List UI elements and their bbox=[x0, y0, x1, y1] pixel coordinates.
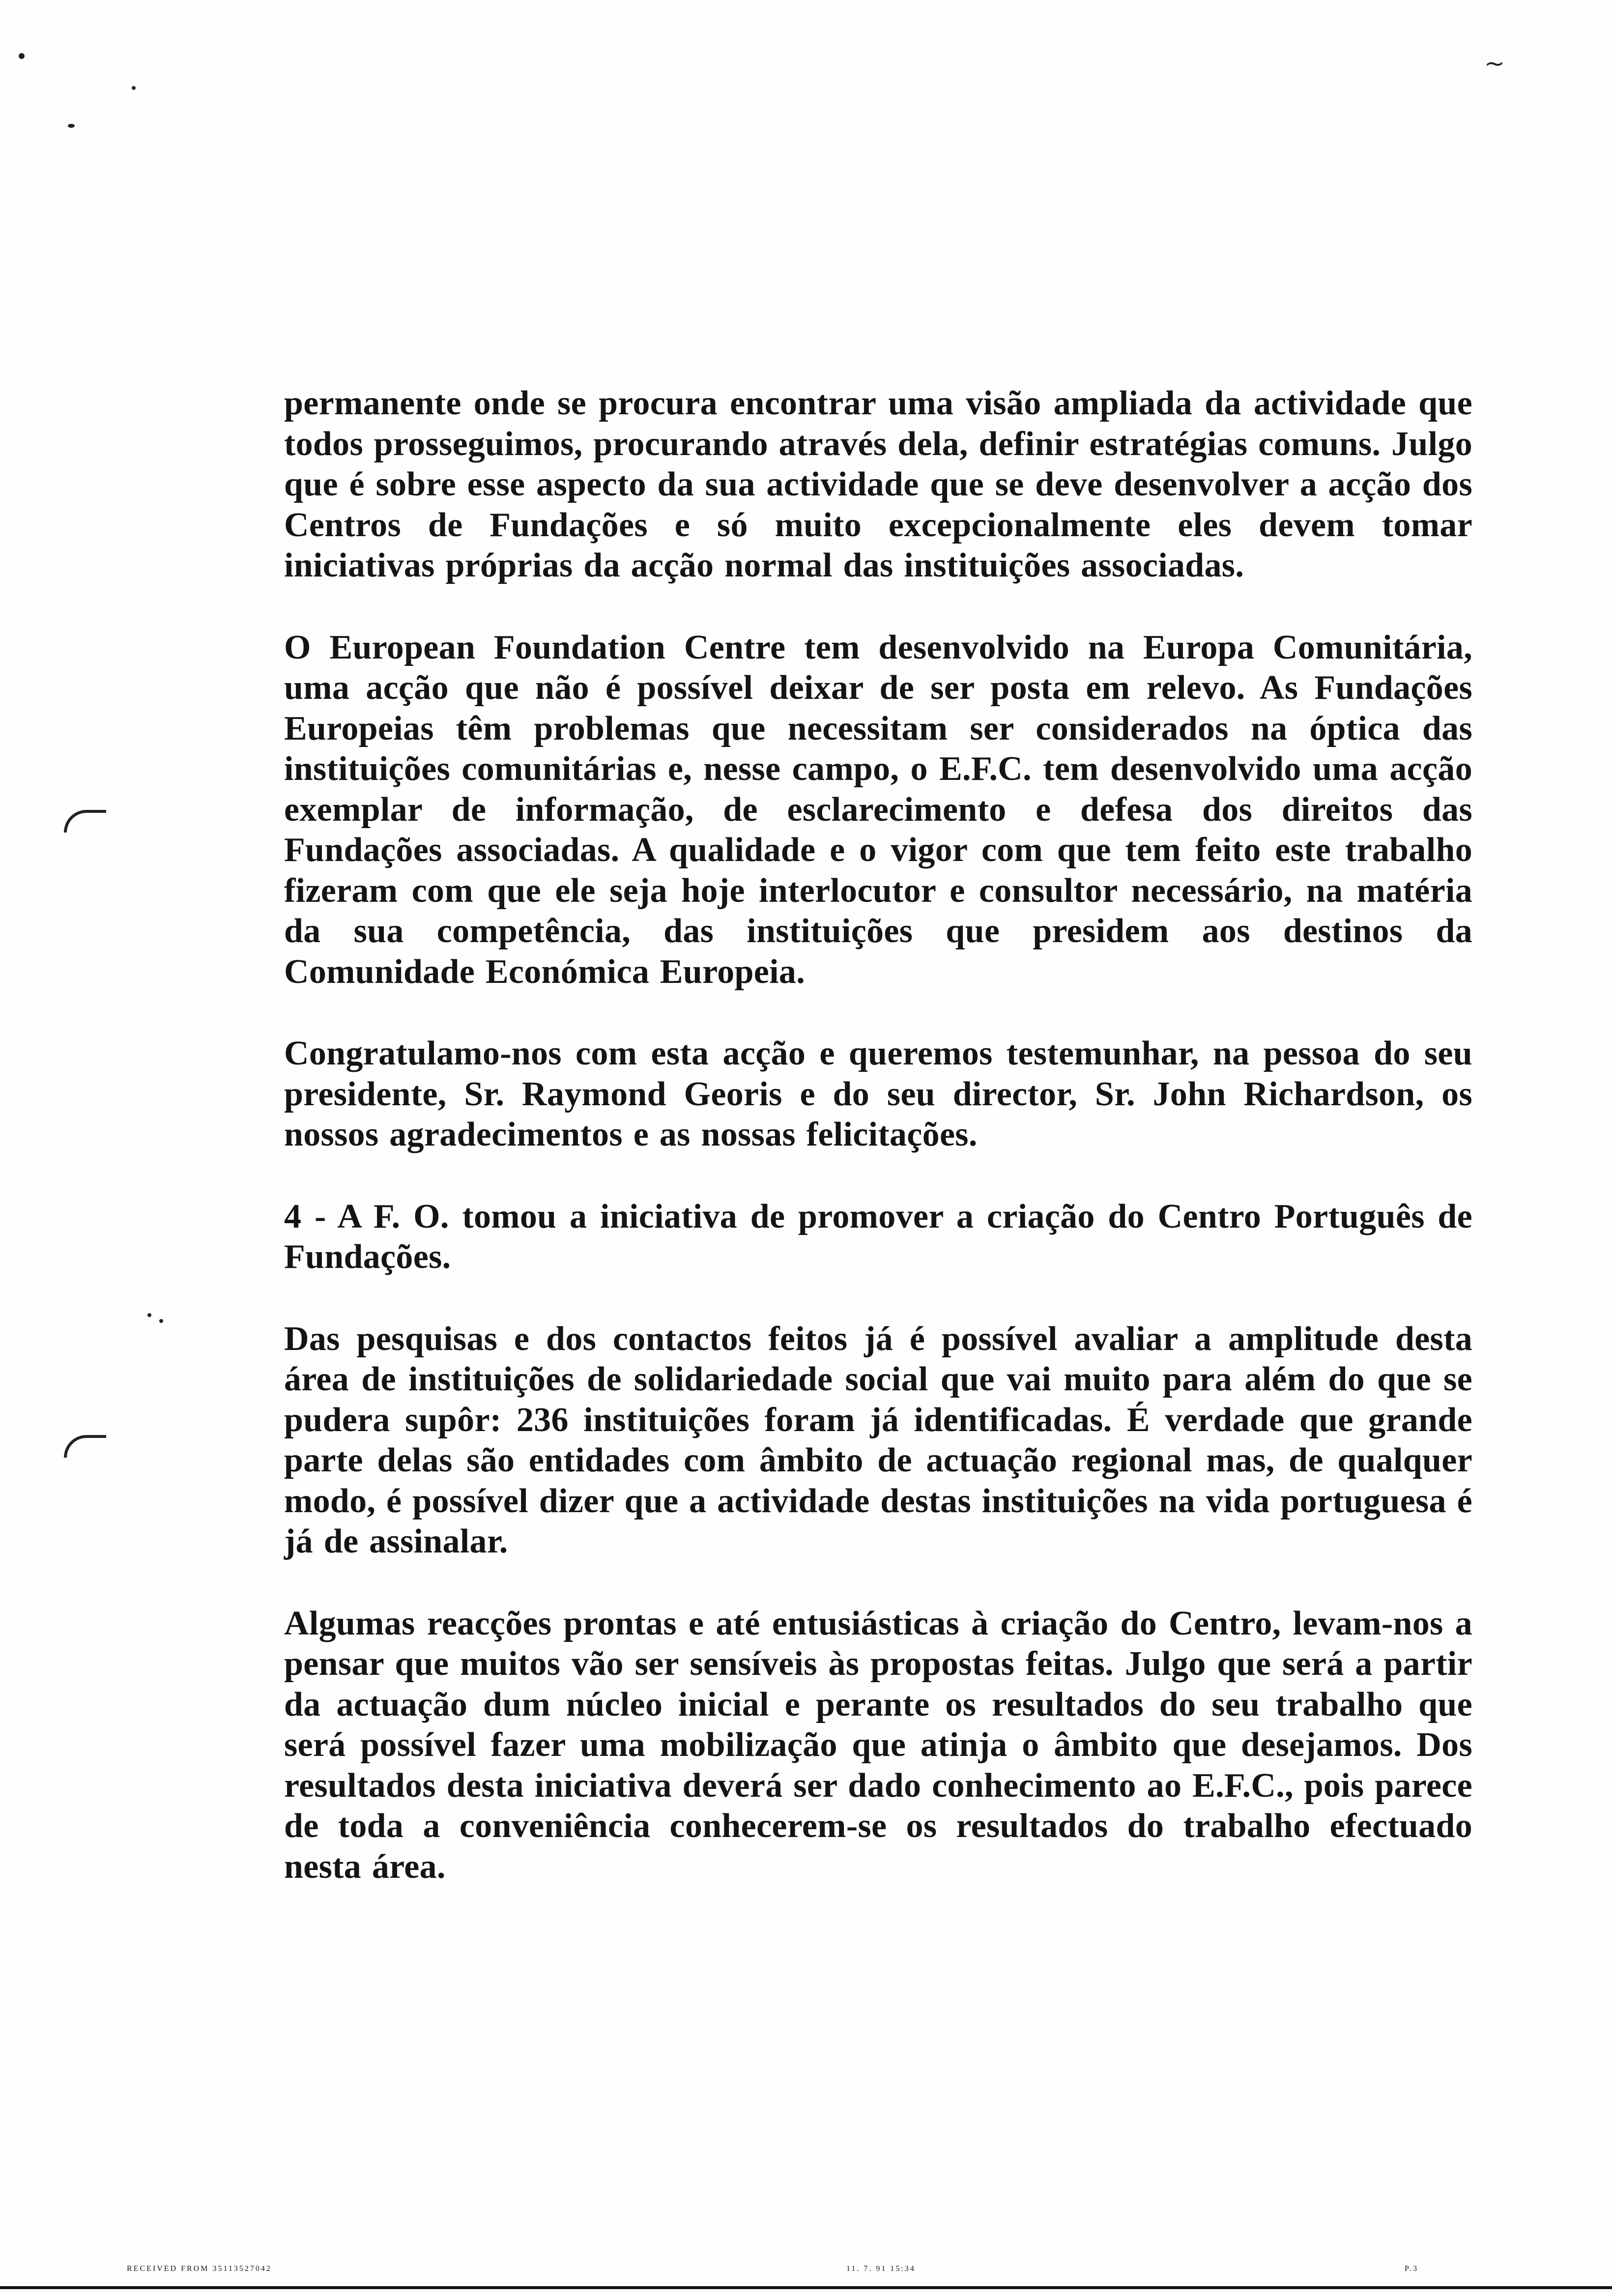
scan-speck bbox=[159, 1319, 163, 1323]
paragraph-4: 4 - A F. O. tomou a iniciativa de promover a criação do Centro Português de Fundações. bbox=[284, 1197, 1472, 1276]
corner-mark: ~ bbox=[1484, 49, 1505, 78]
letter-body bbox=[284, 383, 1472, 1928]
fax-footer-rule bbox=[0, 2286, 1612, 2289]
paragraph-6: Algumas reacções prontas e até entusiásticas à criação do Centro, levam-nos a pensar que muitos vão ser sensíveis às propostas feitas. Julgo que será a partir da actuação dum núcleo inicial e perante os resultados do seu trabalho que será possível fazer uma mobilização que atinja o âmbito que desejamos. Dos resultados desta iniciativa deverá ser dado conhecimento ao E.F.C., pois parece de toda a conveniência conhecerem-se os resultados do trabalho efectuado nesta área. bbox=[284, 1604, 1472, 1886]
paragraph-2: O European Foundation Centre tem desenvolvido na Europa Comunitária, uma acção que não é possível deixar de ser posta em relevo. As Fundações Europeias têm problemas que necessitam ser considerados na óptica das instituições comunitárias e, nesse campo, o E.F.C. tem desenvolvido uma acção exemplar de informação, de esclarecimento e defesa dos direitos das Fundações associadas. A qualidade e o vigor com que tem feito este trabalho fizeram com que ele seja hoje interlocutor e consultor necessário, na matéria da sua competência, das instituições que presidem aos destinos da Comunidade Económica Europeia. bbox=[284, 628, 1472, 991]
scan-speck bbox=[19, 53, 25, 59]
margin-bracket-mark bbox=[64, 1435, 106, 1458]
fax-datetime: 11. 7. 91 15:34 bbox=[846, 2265, 916, 2273]
margin-bracket-mark bbox=[64, 810, 106, 832]
paragraph-1: permanente onde se procura encontrar uma visão ampliada da actividade que todos prosseguimos, procurando através dela, definir estratégias comuns. Julgo que é sobre esse aspecto da sua actividade que se deve desenvolver a acção dos Centros de Fundações e só muito excepcionalmente eles devem tomar iniciativas próprias da acção normal das instituições associadas. bbox=[284, 384, 1472, 584]
scan-speck bbox=[68, 124, 75, 128]
paragraph-3: Congratulamo-nos com esta acção e queremos testemunhar, na pessoa do seu presidente, Sr. Raymond Georis e do seu director, Sr. John Richardson, os nossos agradecimentos e as nossas felicitações. bbox=[284, 1034, 1472, 1153]
fax-received-from: RECEIVED FROM 35113527042 bbox=[127, 2265, 272, 2273]
scan-speck bbox=[147, 1313, 151, 1317]
scan-speck bbox=[132, 86, 136, 90]
paragraph-5: Das pesquisas e dos contactos feitos já é possível avaliar a amplitude desta área de instituições de solidariedade social que vai muito para além do que se pudera supôr: 236 instituições foram já identificadas. É verdade que grande parte delas são entidades com âmbito de actuação regional mas, de qualquer modo, é possível dizer que a actividade destas instituições na vida portuguesa é já de assinalar. bbox=[284, 1320, 1472, 1560]
fax-page-number: P.3 bbox=[1405, 2265, 1419, 2273]
